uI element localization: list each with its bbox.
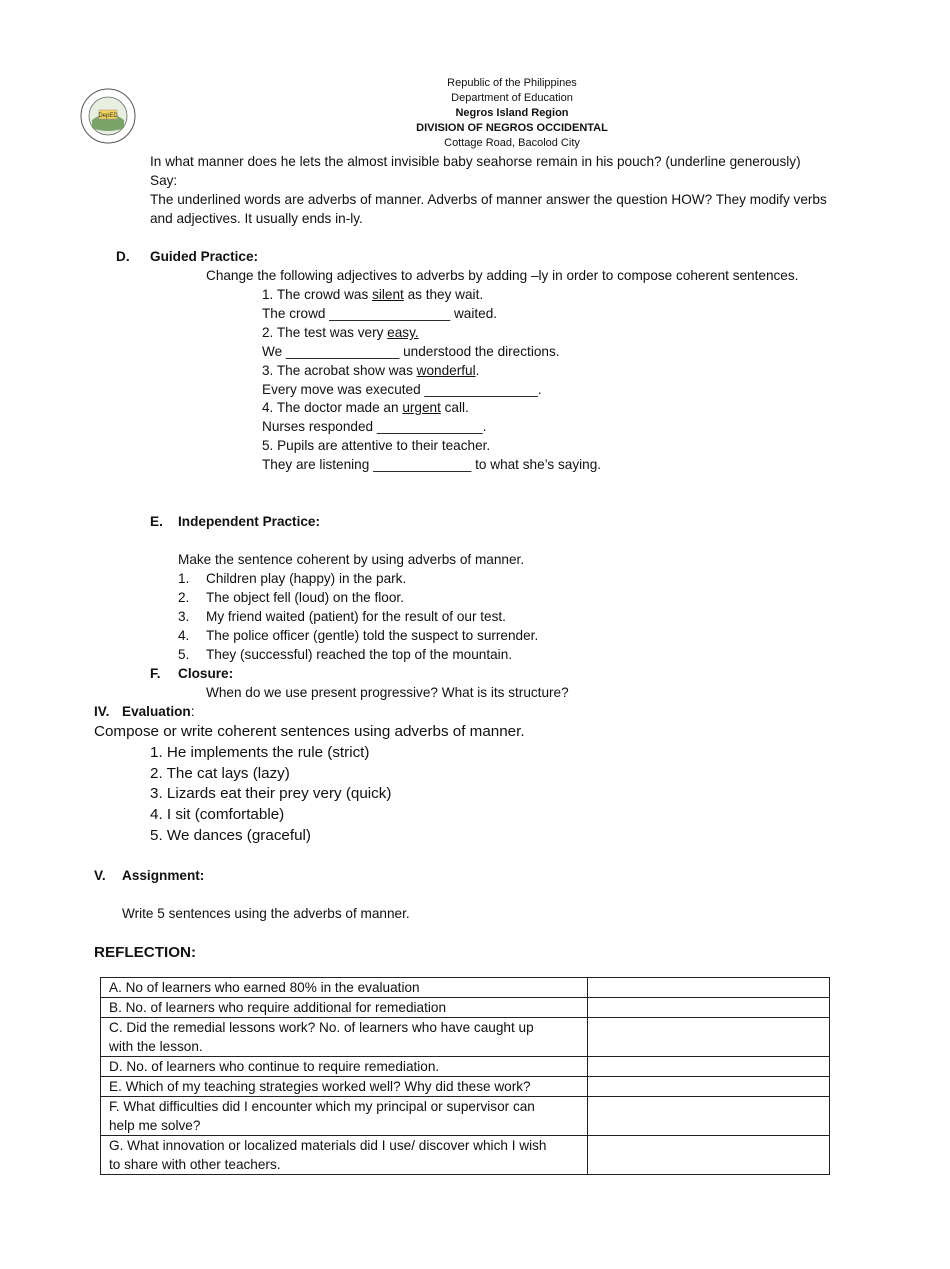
guided-item-blank: The crowd ________________ waited.	[262, 306, 498, 321]
independent-item-number: 1.	[178, 571, 190, 586]
reflection-table	[100, 977, 830, 1175]
reflection-answer-cell[interactable]	[588, 1018, 830, 1057]
evaluation-item: 4. I sit (comfortable)	[150, 806, 285, 823]
table-row	[101, 1057, 830, 1077]
header-department: Department of Education	[451, 92, 573, 104]
reflection-question: G. What innovation or localized materials did I use/ discover which I wish to share with other teachers.	[101, 1136, 588, 1175]
reflection-answer-cell[interactable]	[588, 978, 830, 998]
independent-title: Independent Practice:	[178, 514, 321, 529]
independent-letter: E.	[150, 514, 163, 529]
header-republic: Republic of the Philippines	[447, 77, 577, 89]
guided-letter: D.	[116, 249, 130, 264]
guided-item: 5. Pupils are attentive to their teacher.	[262, 438, 491, 453]
table-row	[101, 978, 830, 998]
reflection-title: REFLECTION:	[94, 944, 197, 961]
evaluation-item: 5. We dances (graceful)	[150, 827, 311, 844]
assignment-numeral: V.	[94, 868, 106, 883]
independent-item-number: 5.	[178, 647, 190, 662]
reflection-question: C. Did the remedial lessons work? No. of learners who have caught up with the lesson.	[101, 1018, 588, 1057]
independent-item: They (successful) reached the top of the mountain.	[206, 647, 513, 662]
evaluation-item: 3. Lizards eat their prey very (quick)	[150, 785, 392, 802]
guided-item: 3. The acrobat show was wonderful.	[262, 363, 480, 378]
independent-item: My friend waited (patient) for the result of our test.	[206, 609, 506, 624]
reflection-question: D. No. of learners who continue to require remediation.	[101, 1057, 588, 1077]
guided-instruction: Change the following adjectives to adverbs by adding –ly in order to compose coherent sentences.	[206, 268, 799, 283]
reflection-answer-cell[interactable]	[588, 1136, 830, 1175]
closure-letter: F.	[150, 666, 161, 681]
header-address: Cottage Road, Bacolod City	[444, 137, 580, 149]
table-row	[101, 1097, 830, 1136]
closure-title: Closure:	[178, 666, 234, 681]
table-row	[101, 998, 830, 1018]
intro-say: Say:	[150, 173, 178, 188]
intro-explanation-2: and adjectives. It usually ends in-ly.	[150, 211, 363, 226]
assignment-text: Write 5 sentences using the adverbs of manner.	[122, 906, 410, 921]
independent-item-number: 3.	[178, 609, 190, 624]
table-row	[101, 1136, 830, 1175]
intro-explanation-1: The underlined words are adverbs of manner. Adverbs of manner answer the question HOW? They modify verbs	[150, 192, 827, 207]
reflection-answer-cell[interactable]	[588, 1077, 830, 1097]
evaluation-numeral: IV.	[94, 704, 110, 719]
division-seal	[80, 88, 136, 144]
independent-item-number: 2.	[178, 590, 190, 605]
reflection-question: A. No of learners who earned 80% in the evaluation	[101, 978, 588, 998]
evaluation-item: 2. The cat lays (lazy)	[150, 765, 290, 782]
guided-item-blank: Every move was executed _______________.	[262, 382, 542, 397]
header-division: DIVISION OF NEGROS OCCIDENTAL	[416, 122, 608, 134]
guided-item-blank: They are listening _____________ to what she’s saying.	[262, 457, 602, 472]
closure-question: When do we use present progressive? What is its structure?	[206, 685, 569, 700]
independent-item-number: 4.	[178, 628, 190, 643]
svg-text:DepED: DepED	[98, 113, 118, 119]
reflection-answer-cell[interactable]	[588, 1057, 830, 1077]
independent-instruction: Make the sentence coherent by using adverbs of manner.	[178, 552, 525, 567]
independent-item: Children play (happy) in the park.	[206, 571, 407, 586]
table-row	[101, 1018, 830, 1057]
guided-title: Guided Practice:	[150, 249, 259, 264]
guided-item-blank: We _______________ understood the directions.	[262, 344, 560, 359]
evaluation-heading: Evaluation:	[122, 704, 195, 719]
independent-item: The object fell (loud) on the floor.	[206, 590, 404, 605]
evaluation-item: 1. He implements the rule (strict)	[150, 744, 370, 761]
reflection-question: F. What difficulties did I encounter which my principal or supervisor can help me solve?	[101, 1097, 588, 1136]
intro-question: In what manner does he lets the almost invisible baby seahorse remain in his pouch? (underline generously)	[150, 154, 801, 169]
reflection-question: B. No. of learners who require additional for remediation	[101, 998, 588, 1018]
reflection-question: E. Which of my teaching strategies worked well? Why did these work?	[101, 1077, 588, 1097]
assignment-title: Assignment:	[122, 868, 205, 883]
reflection-answer-cell[interactable]	[588, 1097, 830, 1136]
table-row	[101, 1077, 830, 1097]
independent-item: The police officer (gentle) told the suspect to surrender.	[206, 628, 539, 643]
reflection-answer-cell[interactable]	[588, 998, 830, 1018]
guided-item-blank: Nurses responded ______________.	[262, 419, 487, 434]
guided-item: 1. The crowd was silent as they wait.	[262, 287, 484, 302]
evaluation-instruction: Compose or write coherent sentences using adverbs of manner.	[94, 723, 525, 740]
guided-item: 4. The doctor made an urgent call.	[262, 400, 469, 415]
guided-item: 2. The test was very easy.	[262, 325, 419, 340]
header-region: Negros Island Region	[455, 107, 569, 119]
